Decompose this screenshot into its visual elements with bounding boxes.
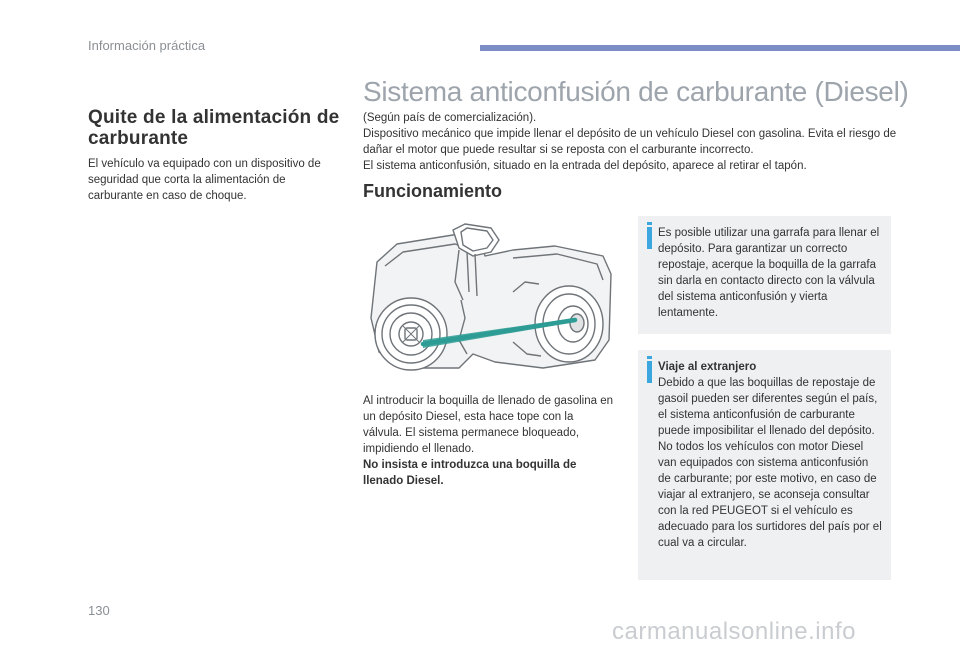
info-marker-icon <box>647 361 652 383</box>
travel-abroad-title: Viaje al extranjero <box>658 361 757 373</box>
watermark: carmanualsonline.info <box>612 618 856 645</box>
travel-abroad-note <box>638 350 891 580</box>
info-marker-icon <box>647 227 652 249</box>
operation-heading: Funcionamiento <box>363 181 502 201</box>
intro-line-2: Dispositivo mecánico que impide llenar el depósito de un vehículo Diesel con gasolina. Evita el riesgo de dañar el motor que puede resultar si se reposta con el carburante incorrecto. <box>363 128 897 156</box>
jerrycan-note-text: Es posible utilizar una garrafa para llenar el depósito. Para garantizar un correcto repostaje, acerque la boquilla de la garrafa sin darla en contacto directo con la válvula del sistema anticonfusión y vierta lentamente. <box>658 227 880 319</box>
section-title: Información práctica <box>88 38 206 53</box>
travel-abroad-text: Debido a que las boquillas de repostaje de gasoil pueden ser diferentes según el país, el sistema anticonfusión de carburante puede imposibilitar el llenado del depósito. No todos los vehículos con motor Diesel van equipados con sistema anticonfusión de carburante; por este motivo, en caso de viajar al extranjero, se aconseja consultar con la red PEUGEOT si el vehículo es adecuado para los surtidores del país por el cual va a circular. <box>658 377 882 549</box>
page-title: Sistema anticonfusión de carburante (Diesel) <box>363 76 909 107</box>
operation-description: Al introducir la boquilla de llenado de gasolina en un depósito Diesel, esta hace tope con la válvula. El sistema permanece bloqueado, impidiendo el llenado. <box>363 395 613 455</box>
header-accent-bar <box>480 45 960 51</box>
operation-text <box>363 393 613 489</box>
operation-warning: No insista e introduzca una boquilla de llenado Diesel. <box>363 459 577 487</box>
fuel-cutoff-text: El vehículo va equipado con un dispositivo de seguridad que corta la alimentación de carburante en caso de choque. <box>88 158 321 202</box>
fuel-cutoff-heading: Quite de la alimentación de carburante <box>88 107 340 149</box>
intro-text <box>363 110 903 174</box>
intro-line-3: El sistema anticonfusión, situado en la entrada del depósito, aparece al retirar el tapón. <box>363 160 807 172</box>
page-number: 130 <box>88 603 110 618</box>
intro-line-1: (Según país de comercialización). <box>363 112 537 124</box>
jerrycan-note <box>638 216 891 334</box>
fuel-filler-illustration <box>363 222 619 372</box>
